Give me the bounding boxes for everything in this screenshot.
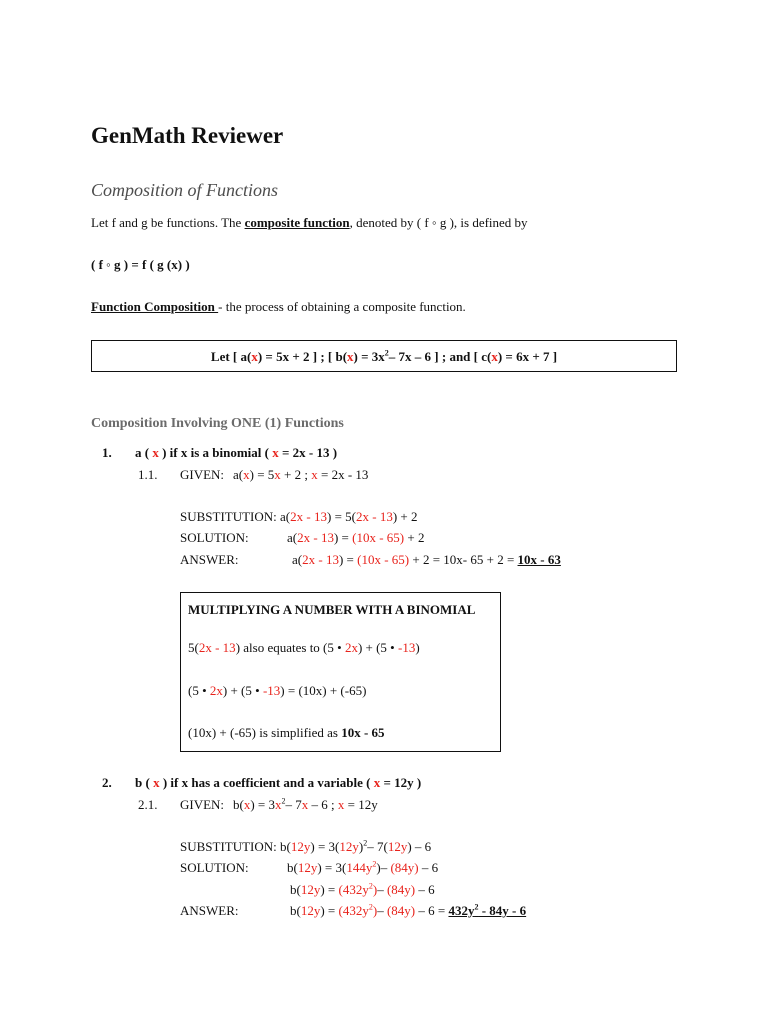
var-x: x: [275, 797, 282, 812]
expr-highlight: 12y: [339, 839, 359, 854]
expr: – 7: [285, 797, 302, 812]
item-1-answer-label: ANSWER:: [180, 552, 239, 567]
expr: ) =: [338, 552, 358, 567]
expr-highlight: 2x: [209, 683, 223, 698]
expr-highlight: ): [372, 903, 378, 918]
expr: – 6 =: [415, 903, 449, 918]
expr: b(: [290, 903, 301, 918]
expr: – 6: [418, 860, 439, 875]
expr: ) = 5(: [326, 509, 356, 524]
expr: ) + (5 •: [222, 683, 263, 698]
exponent: 2: [368, 881, 373, 891]
composite-definition: ( f ◦ g ) = f ( g (x) ): [91, 257, 190, 272]
exponent: 2: [474, 902, 479, 912]
expr: a(: [280, 509, 291, 524]
item-1-substitution: [180, 509, 418, 525]
item-2-heading: [135, 775, 421, 791]
expr: b(: [280, 839, 291, 854]
expr: = 12y: [344, 797, 378, 812]
expr: ) =: [333, 530, 353, 545]
var-x: x: [347, 349, 354, 364]
given-functions-line: [92, 349, 676, 365]
expr: ) = 5: [249, 467, 275, 482]
expr: ) = 3: [250, 797, 276, 812]
expr-highlight: 12y: [300, 903, 321, 918]
expr: + 2: [404, 530, 425, 545]
expr: –: [377, 903, 387, 918]
let-text: ) = 3x: [353, 349, 385, 364]
let-text: ) = 6x + 7 ]: [497, 349, 558, 364]
item-1-solution-label: SOLUTION:: [180, 530, 249, 545]
expr-highlight: (84y): [386, 903, 416, 918]
substitution-label: SUBSTITUTION:: [180, 509, 281, 524]
expr: ) = 3(: [317, 860, 347, 875]
result-part: 432y: [448, 903, 475, 918]
expr: a(: [292, 552, 303, 567]
box-line-3: [188, 725, 385, 741]
expr: ): [376, 860, 381, 875]
expr: ) =: [320, 882, 339, 897]
expr: –: [377, 882, 387, 897]
multiplying-binomial-box: [180, 592, 501, 752]
expr-highlight: 2x - 13: [355, 509, 393, 524]
expr: = 2x - 13: [317, 467, 369, 482]
var-x: x: [491, 349, 498, 364]
item-2-1-number: 2.1.: [138, 797, 158, 812]
item-2-answer: [290, 903, 526, 919]
box-line-1: [188, 640, 420, 656]
var-x: x: [301, 797, 309, 812]
item-1-number: 1.: [102, 445, 112, 460]
expr-highlight: 12y: [387, 839, 408, 854]
expr-highlight: -13: [262, 683, 281, 698]
expr: ) – 6: [407, 839, 432, 854]
expr: (10x) + (-65) is simplified as: [188, 725, 342, 740]
expr-highlight: 2x - 13: [198, 640, 236, 655]
expr-highlight: 144y: [346, 860, 373, 875]
sub-heading: Composition Involving ONE (1) Functions: [91, 416, 344, 431]
heading-text: = 12y ): [380, 775, 422, 790]
exponent: 2: [372, 859, 377, 869]
var-x: x: [251, 349, 258, 364]
expr: ) + (5 •: [357, 640, 398, 655]
var-x: x: [272, 445, 279, 460]
item-1-heading: [135, 445, 337, 461]
expr: + 2 = 10x- 65 + 2 =: [409, 552, 518, 567]
expr: b(: [287, 860, 298, 875]
expr: b(: [290, 882, 301, 897]
expr: ) + 2: [392, 509, 418, 524]
expr: 5(: [188, 640, 199, 655]
expr: + 2 ;: [280, 467, 312, 482]
expr: – 6 ;: [308, 797, 338, 812]
section-title: Composition of Functions: [91, 180, 279, 200]
expr-highlight: ): [372, 882, 378, 897]
expr-highlight: 2x: [344, 640, 358, 655]
exponent: 2: [363, 838, 368, 848]
expr-highlight: 12y: [290, 839, 311, 854]
expr: a(: [287, 530, 298, 545]
function-composition-line: [91, 299, 466, 315]
item-2-given: [233, 797, 378, 813]
expr: (5 •: [188, 683, 210, 698]
item-1-solution: [287, 530, 424, 546]
composite-function-term: composite function: [244, 215, 350, 230]
heading-text: a (: [135, 445, 153, 460]
expr: ): [358, 839, 364, 854]
expr-highlight: (10x - 65): [352, 530, 405, 545]
expr-highlight: (432y: [338, 903, 369, 918]
item-1-answer: [292, 552, 561, 568]
exponent: 2: [384, 348, 389, 358]
let-text: – 7x – 6 ] ; and [ c(: [388, 349, 492, 364]
exponent: 2: [281, 796, 286, 806]
box-line-2: [188, 683, 366, 699]
expr-highlight: (432y: [338, 882, 369, 897]
var-x: x: [337, 797, 345, 812]
expr: – 6: [415, 882, 435, 897]
item-1-given: [233, 467, 368, 483]
expr-highlight: (84y): [390, 860, 419, 875]
expr-highlight: 2x - 13: [290, 509, 327, 524]
heading-text: b (: [135, 775, 154, 790]
expr-highlight: 2x - 13: [297, 530, 334, 545]
var-x: x: [311, 467, 318, 482]
item-1-result: 10x - 63: [517, 552, 561, 567]
substitution-label: SUBSTITUTION:: [180, 839, 281, 854]
heading-text: ) if x is a binomial (: [158, 445, 273, 460]
item-2-answer-label: ANSWER:: [180, 903, 239, 918]
expr-highlight: (84y): [386, 882, 416, 897]
box-heading: MULTIPLYING A NUMBER WITH A BINOMIAL: [188, 602, 476, 617]
item-2-substitution: [180, 839, 431, 855]
item-2-given-label: GIVEN:: [180, 797, 225, 812]
given-functions-box: [91, 340, 677, 372]
intro-paragraph: [91, 215, 528, 231]
expr-bold: 10x - 65: [341, 725, 385, 740]
intro-text: Let f and g be functions. The: [91, 215, 245, 230]
expr: – 7(: [367, 839, 388, 854]
item-2-result: [448, 903, 526, 918]
let-text: Let [ a(: [210, 349, 252, 364]
item-2-number: 2.: [102, 775, 112, 790]
expr: a(: [233, 467, 244, 482]
expr: –: [380, 860, 391, 875]
expr-highlight: 12y: [300, 882, 321, 897]
exponent: 2: [368, 902, 373, 912]
expr: ) =: [320, 903, 339, 918]
item-1-given-label: GIVEN:: [180, 467, 225, 482]
expr: ): [415, 640, 420, 655]
document-title: GenMath Reviewer: [91, 123, 284, 148]
function-composition-term: Function Composition: [91, 299, 219, 314]
var-x: x: [243, 797, 251, 812]
item-2-solution-label: SOLUTION:: [180, 860, 249, 875]
let-text: ) = 5x + 2 ] ; [ b(: [257, 349, 348, 364]
expr: ) = 3(: [310, 839, 340, 854]
expr-highlight: (10x - 65): [357, 552, 410, 567]
heading-text: = 2x - 13 ): [278, 445, 338, 460]
expr: ) also equates to (5 •: [235, 640, 345, 655]
intro-text-end: , denoted by ( f ◦ g ), is defined by: [349, 215, 528, 230]
expr: ) = (10x) + (-65): [280, 683, 367, 698]
expr-highlight: 2x - 13: [302, 552, 339, 567]
var-x: x: [153, 775, 160, 790]
result-part: - 84y - 6: [478, 903, 527, 918]
var-x: x: [274, 467, 281, 482]
item-1-1-number: 1.1.: [138, 467, 158, 482]
expr-highlight: 12y: [297, 860, 318, 875]
var-x: x: [243, 467, 250, 482]
var-x: x: [373, 775, 381, 790]
item-2-solution: [287, 860, 438, 876]
expr-highlight: -13: [397, 640, 416, 655]
heading-text: ) if x has a coefficient and a variable (: [159, 775, 374, 790]
item-2-solution-step2: [290, 882, 435, 898]
var-x: x: [152, 445, 159, 460]
function-composition-definition: - the process of obtaining a composite function.: [218, 299, 466, 314]
expr: b(: [233, 797, 244, 812]
